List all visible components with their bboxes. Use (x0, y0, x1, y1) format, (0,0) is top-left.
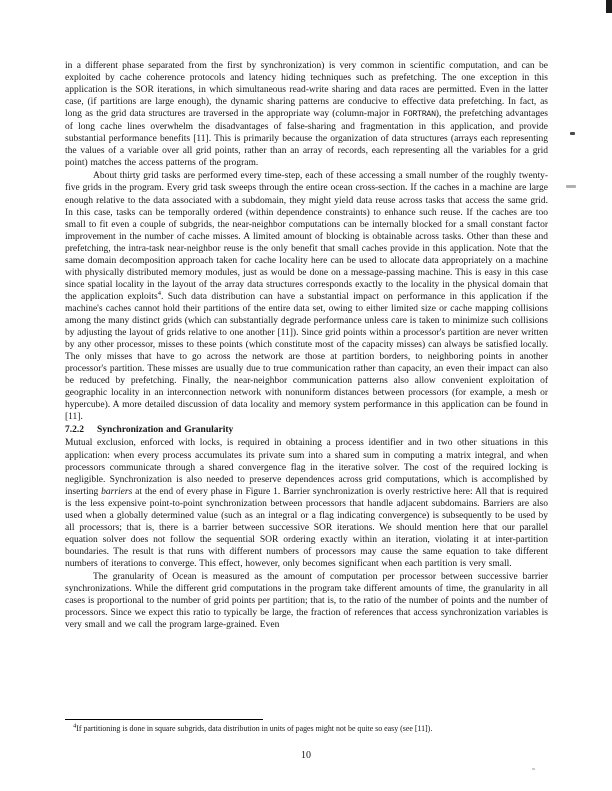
paragraph-text: The granularity of Ocean is measured as the amount of computation per processor between successive barrier synchronizations. While the different grid computations in the program take different amounts of time, the granularity in all cases is proportional to the number of grid points per partition; that is, to the ratio of the number of points and the number of processors. Since we expect this ratio to typically be large, the fraction of references that access synchronization variables is very small and we call the program large-grained. Even (65, 571, 548, 631)
section-title: Synchronization and Granularity (97, 425, 234, 436)
footnote-text: If partitioning is done in square subgrids, data distribution in units of pages might not be quite so easy (see [11]). (76, 724, 433, 733)
emphasized-term: barriers (101, 486, 133, 497)
footnote-separator (65, 719, 263, 720)
paragraph-continuation (65, 60, 548, 169)
scan-artifact-speck (570, 132, 575, 135)
paragraph-text: ), the prefetching advantages of long cache lines overwhelm the disadvantages of false-sharing and fragmentation in this application, and provide substantial performance benefits [11]. This is primarily because the organization of data structures (arrays each representing the values of a variable over all grid points, rather than an array of records, each representing all the variables for a grid point) matches the access patterns of the program. (65, 109, 548, 169)
paragraph-text: . Such data distribution can have a substantial impact on performance in this application if the machine's caches cannot hold their partitions of the entire data set, owing to either limited size or cache mapping collisions among the many distinct grids (which can substantially degrade performance unless care is taken to minimize such collisions by adjusting the layout of grids relative to one another [11]). Since grid points within a processor's partition are never written by any other processor, misses to these points (which constitute most of the capacity misses) can always be satisfied locally. The only misses that have to go across the network are those at partition borders, to neighboring points in another processor's partition. These misses are usually due to true communication rather than capacity, an even their impact can also be reduced by prefetching. Finally, the near-neighbor communication patterns also allow convenient exploitation of geographic locality in an interconnection network with nonuniform distances between processors (for example, a mesh or hypercube). A more detailed discussion of data locality and memory system performance in this application can be found in [11]. (65, 291, 548, 423)
section-heading (65, 424, 548, 436)
page-body (65, 60, 548, 631)
page-number: 10 (301, 750, 311, 761)
footnote (65, 724, 548, 734)
fortran-keyword: FORTRAN (403, 110, 436, 120)
paragraph-text: in a different phase separated from the first by synchronization) is very common in scientific computation, and can be exploited by cache coherence protocols and latency hiding techniques such as prefetching. The one exception in this application is the SOR iterations, in which simultaneous read-write sharing and data races are permitted. Even in the latter case, (if partitions are large enough), the dynamic sharing patterns are conducive to effective data prefetching. In fact, as long as the grid data structures are traversed in the appropriate way (column-major in (65, 61, 548, 120)
scan-artifact-corner (606, 0, 612, 13)
footnote-marker: 4 (73, 722, 77, 730)
paragraph-text: at the end of every phase in Figure 1. Barrier synchronization is overly restrictive here: All that is required is the less expensive point-to-point synchronization between processors that handle adjacent subdomains. Barriers are also used when a globally determined value (such as an integral or a flag indicating convergence) is subsequently to be used by all processors; that is, there is a barrier between successive SOR iterations. We should mention here that our parallel equation solver does not follow the sequential SOR ordering exactly within an iteration, violating it at inter-partition boundaries. The result is that runs with different numbers of processors may cause the same equation to take different numbers of iterations to converge. This effect, however, only becomes significant when each partition is very small. (65, 486, 548, 569)
scan-artifact-speck (566, 185, 576, 188)
paragraph (65, 170, 548, 423)
paragraph (65, 571, 548, 631)
footnote-reference: 4 (157, 289, 161, 297)
paragraph (65, 437, 548, 570)
paragraph-text: Mutual exclusion, enforced with locks, is required in obtaining a process identifier and in two other situations in this application: when every process accumulates its private sum into a shared sum in computing a matrix integral, and when processors communicate through a shared convergence flag in the iterative solver. The cost of the required locking is negligible. Synchronization is also needed to preserve dependences across grid computations, which is accomplished by inserting (65, 438, 548, 497)
paragraph-text: About thirty grid tasks are performed every time-step, each of these accessing a small number of the roughly twenty-five grids in the program. Every grid task sweeps through the entire ocean cross-section. If the caches in a machine are large enough relative to the data associated with a subdomain, they might yield data reuse across tasks that access the same grid. In this case, tasks can be temporally ordered (within dependence constraints) to enhance such reuse. If the caches are too small to fit even a couple of subgrids, the near-neighbor computations can be internally blocked for a small constant factor improvement in the number of cache misses. A limited amount of blocking is obtainable across tasks. Other than these and prefetching, the intra-task near-neighbor reuse is the only benefit that small caches provide in this application. Note that the same domain decomposition approach taken for cache locality here can be used to allocate data appropriately on a machine with physically distributed memory modules, just as would be done on a message-passing machine. This is easy in this case since spatial locality in the layout of the array data structures corresponds exactly to the locality in the physical domain that the application exploits (65, 171, 548, 302)
scan-artifact-speck (532, 768, 535, 770)
section-number: 7.2.2 (65, 425, 84, 436)
